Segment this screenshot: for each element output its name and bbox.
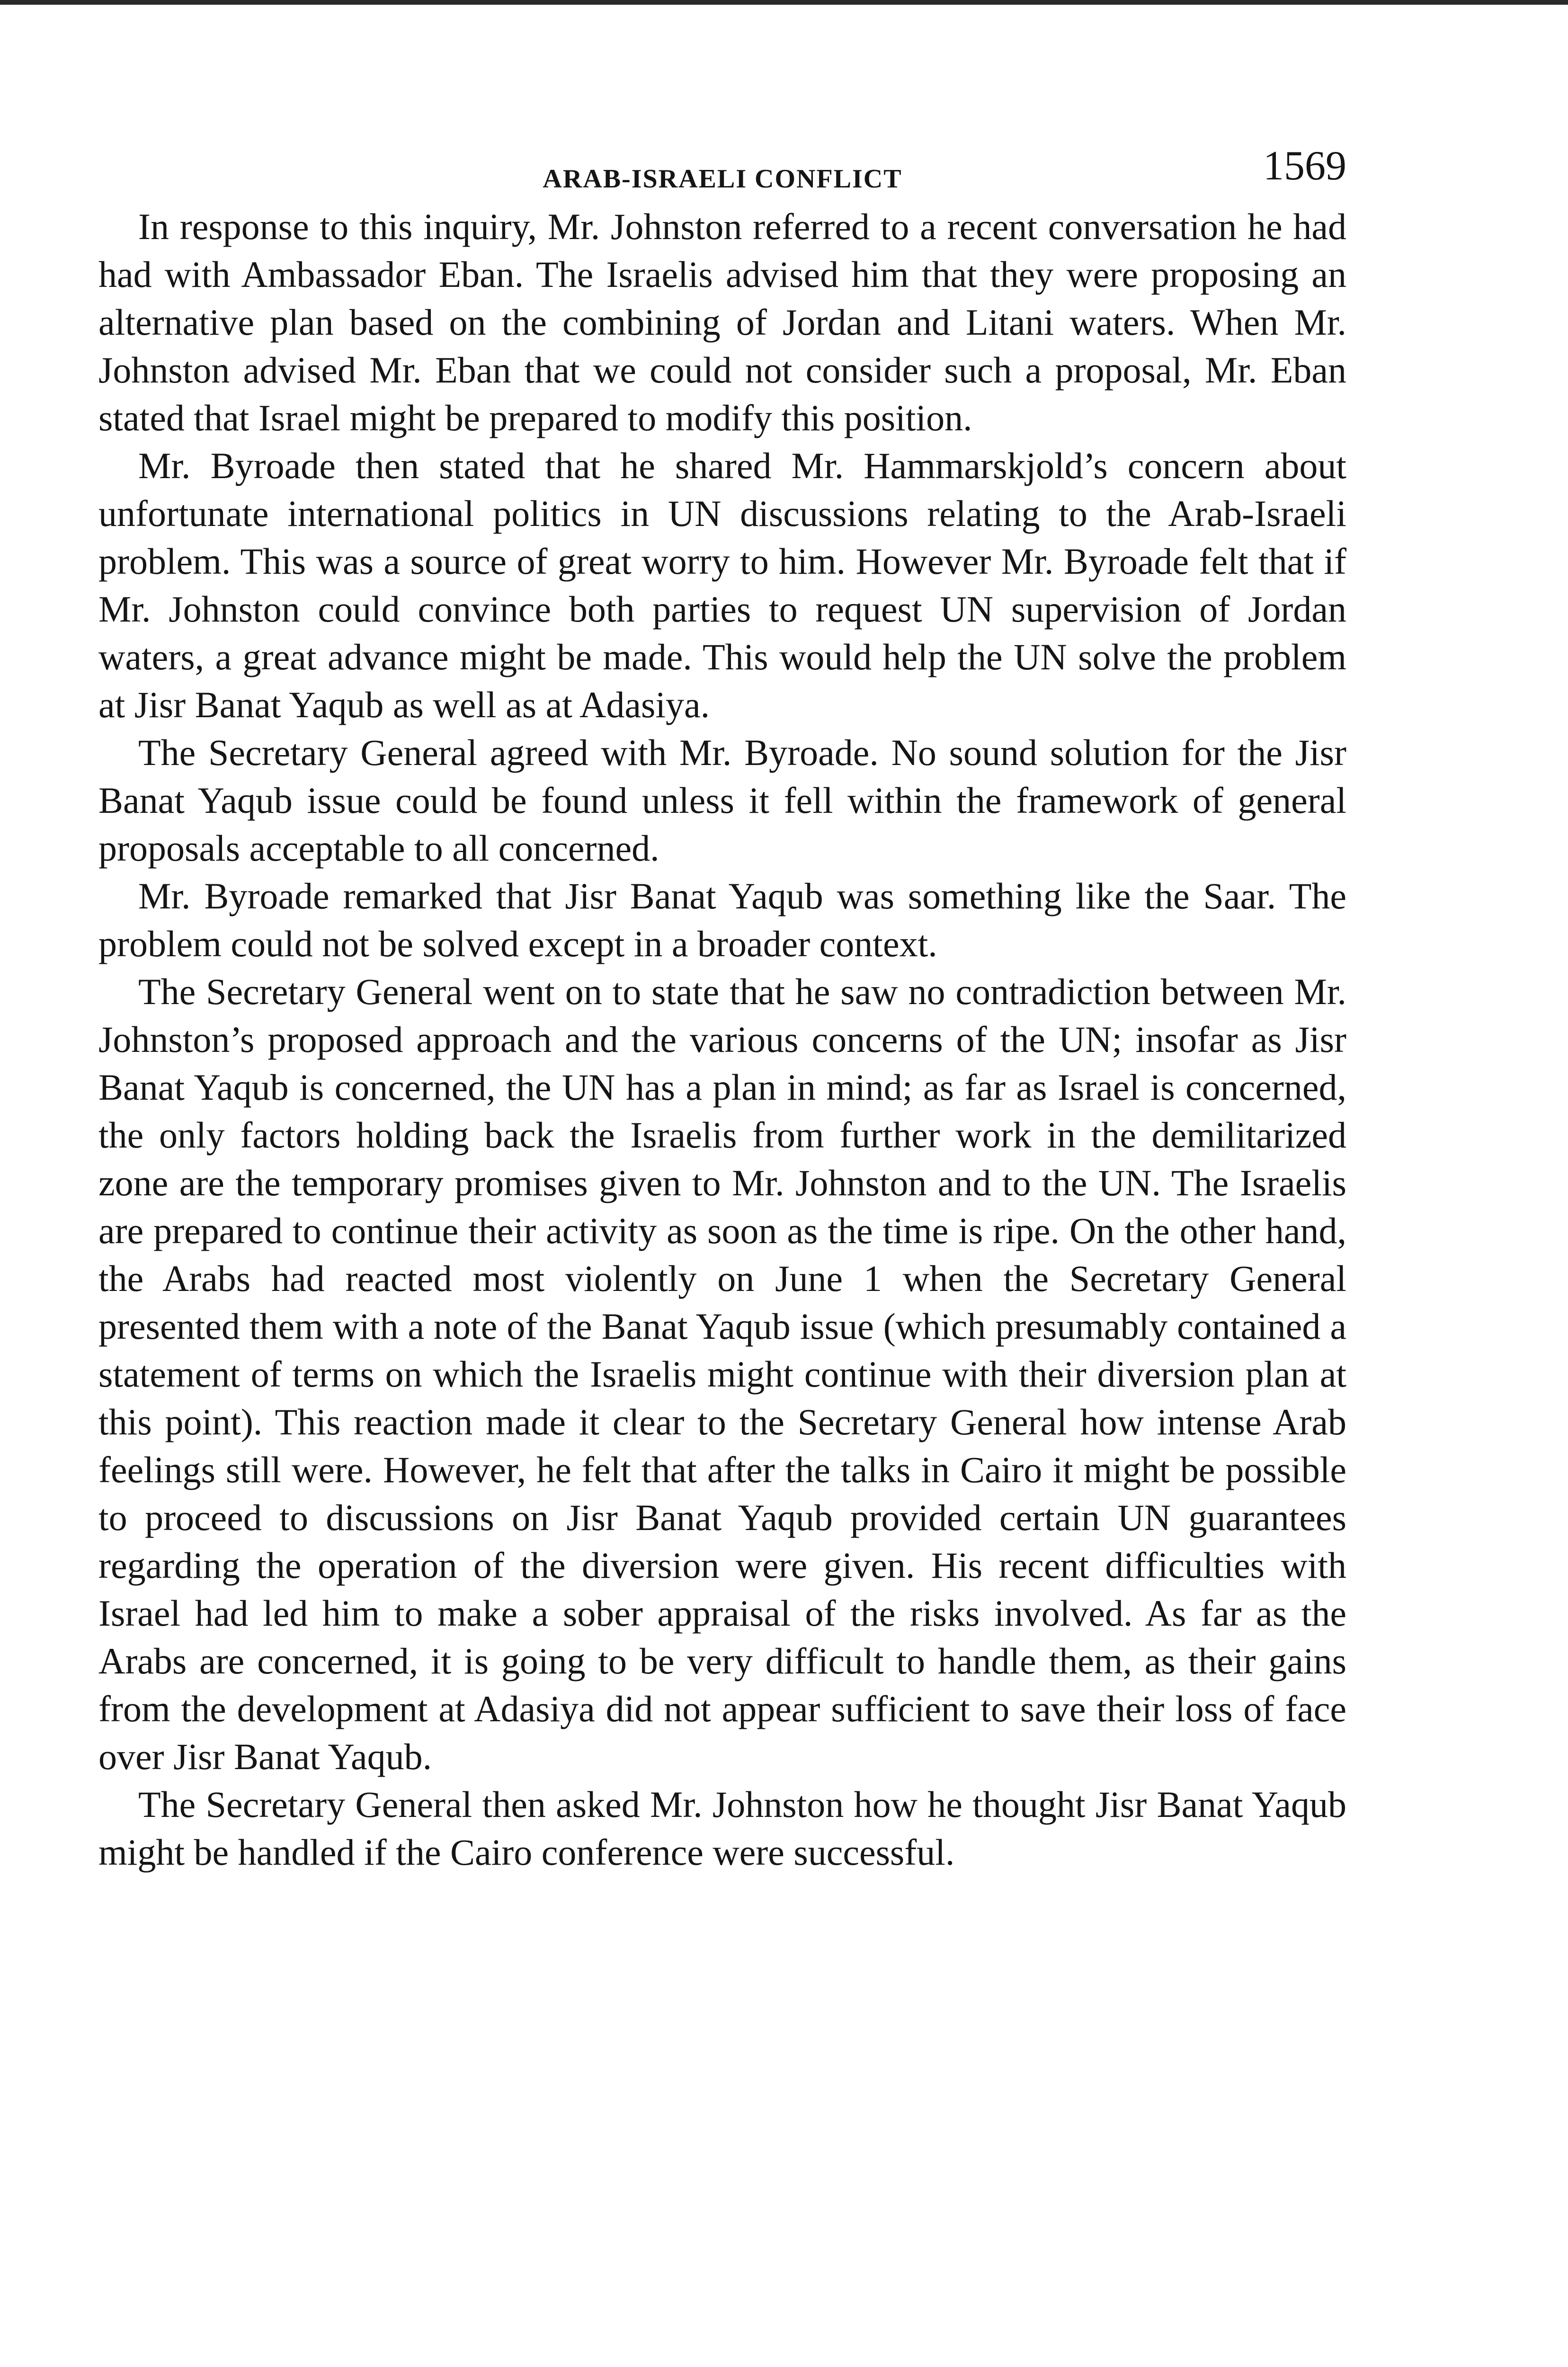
document-page [98, 142, 1346, 1876]
paragraph-secretary-agreed: The Secretary General agreed with Mr. Byroade. No sound solution for the Jisr Banat Yaqub issue could be found unless it fell within the framework of general proposals acceptable to all concerned. [98, 732, 1346, 869]
paragraph-byroade-saar: Mr. Byroade remarked that Jisr Banat Yaqub was something like the Saar. The problem could not be solved except in a broader context. [98, 875, 1346, 964]
running-header [98, 142, 1346, 199]
page-number: 1569 [1263, 143, 1346, 189]
paragraph-byroade-concern: Mr. Byroade then stated that he shared Mr. Hammarskjold’s concern about unfortunate international politics in UN discussions relating to the Arab-Israeli problem. This was a source of great worry to him. However Mr. Byroade felt that if Mr. Johnston could convince both parties to request UN supervision of Jordan waters, a great advance might be made. This would help the UN solve the problem at Jisr Banat Yaqub as well as at Adasiya. [98, 445, 1346, 725]
page-top-edge [0, 0, 1568, 5]
paragraph-secretary-no-contradiction: The Secretary General went on to state that he saw no contradiction between Mr. Johnston’s proposed approach and the various concerns of the UN; insofar as Jisr Banat Yaqub is concerned, the UN has a plan in mind; as far as Israel is concerned, the only factors holding back the Israelis from further work in the demilitarized zone are the temporary promises given to Mr. Johnston and to the UN. The Israelis are prepared to continue their activity as soon as the time is ripe. On the other hand, the Arabs had reacted most violently on June 1 when the Secretary General presented them with a note of the Banat Yaqub issue (which presumably contained a statement of terms on which the Israelis might continue with their diversion plan at this point). This reaction made it clear to the Secretary General how intense Arab feelings still were. However, he felt that after the talks in Cairo it might be possible to proceed to discussions on Jisr Banat Yaqub provided certain UN guarantees regarding the operation of the diversion were given. His recent difficulties with Israel had led him to make a sober appraisal of the risks involved. As far as the Arabs are concerned, it is going to be very difficult to handle them, as their gains from the development at Adasiya did not appear sufficient to save their loss of face over Jisr Banat Yaqub. [98, 971, 1346, 1777]
running-title: ARAB-ISRAELI CONFLICT [543, 164, 902, 194]
paragraph-secretary-question: The Secretary General then asked Mr. Johnston how he thought Jisr Banat Yaqub might be handled if the Cairo conference were successful. [98, 1784, 1346, 1873]
paragraph-johnston-eban: In response to this inquiry, Mr. Johnston referred to a recent conversation he had had with Ambassador Eban. The Israelis advised him that they were proposing an alternative plan based on the combining of Jordan and Litani waters. When Mr. Johnston advised Mr. Eban that we could not consider such a proposal, Mr. Eban stated that Israel might be prepared to modify this position. [98, 206, 1346, 438]
body-text [98, 203, 1346, 1876]
